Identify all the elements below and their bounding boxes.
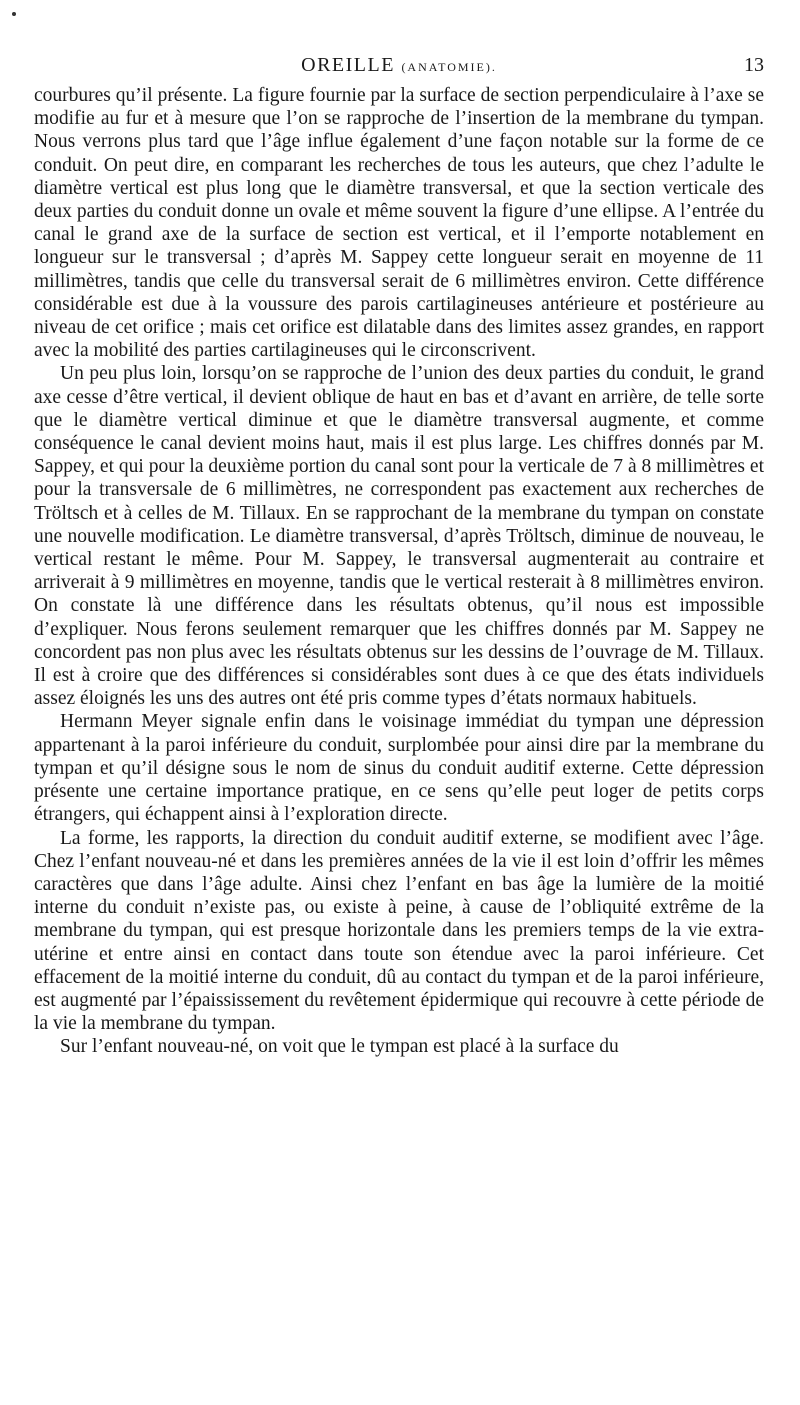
page-speck [12,12,16,16]
running-title-subtitle: (ANATOMIE). [401,60,497,74]
paragraph: Un peu plus loin, lorsqu’on se rapproche de l’union des deux parties du conduit, le grand axe cesse d’être vertical, il devient oblique de haut en bas et d’avant en arrière, de telle sorte que le diamètre vertical diminue et que le diamètre transversal augmente, et comme conséquence le canal devient moins haut, mais il est plus large. Les chiffres donnés par M. Sappey, et qui pour la deuxième portion du canal sont pour la verticale de 7 à 8 millimètres et pour la transversale de 6 millimètres, ne correspondent pas exactement aux recherches de Tröltsch et à celles de M. Tillaux. En se rapprochant de la membrane du tympan on constate une nouvelle modification. Le diamètre transversal, d’après Tröltsch, diminue de nouveau, le vertical restant le même. Pour M. Sappey, le transversal augmenterait au contraire et arriverait à 9 millimètres en moyenne, tandis que le vertical resterait à 8 millimètres environ. On constate là une différence dans les résultats obtenus, qu’il nous est impossible d’expliquer. Nous ferons seulement remarquer que les chiffres donnés par M. Sappey ne concordent pas non plus avec les résultats obtenus sur les dessins de l’ouvrage de M. Tillaux. Il est à croire que des différences si considérables sont dues à ce que des états individuels assez éloignés les uns des autres ont été pris comme types d’états normaux habituels. [34,363,764,710]
running-title [34,54,764,77]
paragraph: La forme, les rapports, la direction du conduit auditif externe, se modifient avec l’âge. Chez l’enfant nouveau-né et dans les premières années de la vie il est loin d’offrir les mêmes caractères que dans l’âge adulte. Ainsi chez l’enfant en bas âge la lumière de la moitié interne du conduit n’existe pas, ou existe à peine, à cause de l’obliquité extrême de la membrane du tympan, qui est presque horizontale dans les premiers temps de la vie extra-utérine et entre ainsi en contact dans toute son étendue avec la paroi inférieure. Cet effacement de la moitié interne du conduit, dû au contact du tympan et de la paroi inférieure, est augmenté par l’épaississement du revêtement épidermique qui recouvre à cette période de la vie la membrane du tympan. [34,827,764,1035]
paragraph: Hermann Meyer signale enfin dans le voisinage immédiat du tympan une dépression appartenant à la paroi inférieure du conduit, surplombée pour ainsi dire par la membrane du tympan et qu’il désigne sous le nom de sinus du conduit auditif externe. Cette dépression présente une certaine importance pratique, en ce sens qu’elle peut loger de petits corps étrangers, qui échappent ainsi à l’exploration directe. [34,711,764,826]
paragraph-last: Sur l’enfant nouveau-né, on voit que le tympan est placé à la surface du [60,1036,619,1058]
running-header [34,52,764,82]
paragraph-continued: courbures qu’il présente. La figure fournie par la surface de section perpendiculaire à l’axe se modifie au fur et à mesure que l’on se rapproche de l’insertion de la membrane du tympan. Nous verrons plus tard que l’âge influe également d’une façon notable sur la forme de ce conduit. On peut dire, en comparant les recherches de tous les auteurs, que chez l’adulte le diamètre vertical est plus long que le diamètre transversal, et que la section verticale des deux parties du conduit donne un ovale et même souvent la figure d’une ellipse. A l’entrée du canal le grand axe de la surface de section est vertical, et il l’emporte notablement en longueur sur le transversal ; d’après M. Sappey cette longueur serait en moyenne de 11 millimètres, tandis que celle du transversal serait de 6 millimètres environ. Cette différence considérable est due à la voussure des parois cartilagineuses antérieure et postérieure au niveau de cet orifice ; mais cet orifice est dilatable dans des limites assez grandes, en rapport avec la mobilité des parties cartilagineuses qui le circonscrivent. [34,85,764,362]
page-number: 13 [744,54,764,76]
running-title-main: OREILLE [301,54,395,76]
body-text [34,84,764,1059]
